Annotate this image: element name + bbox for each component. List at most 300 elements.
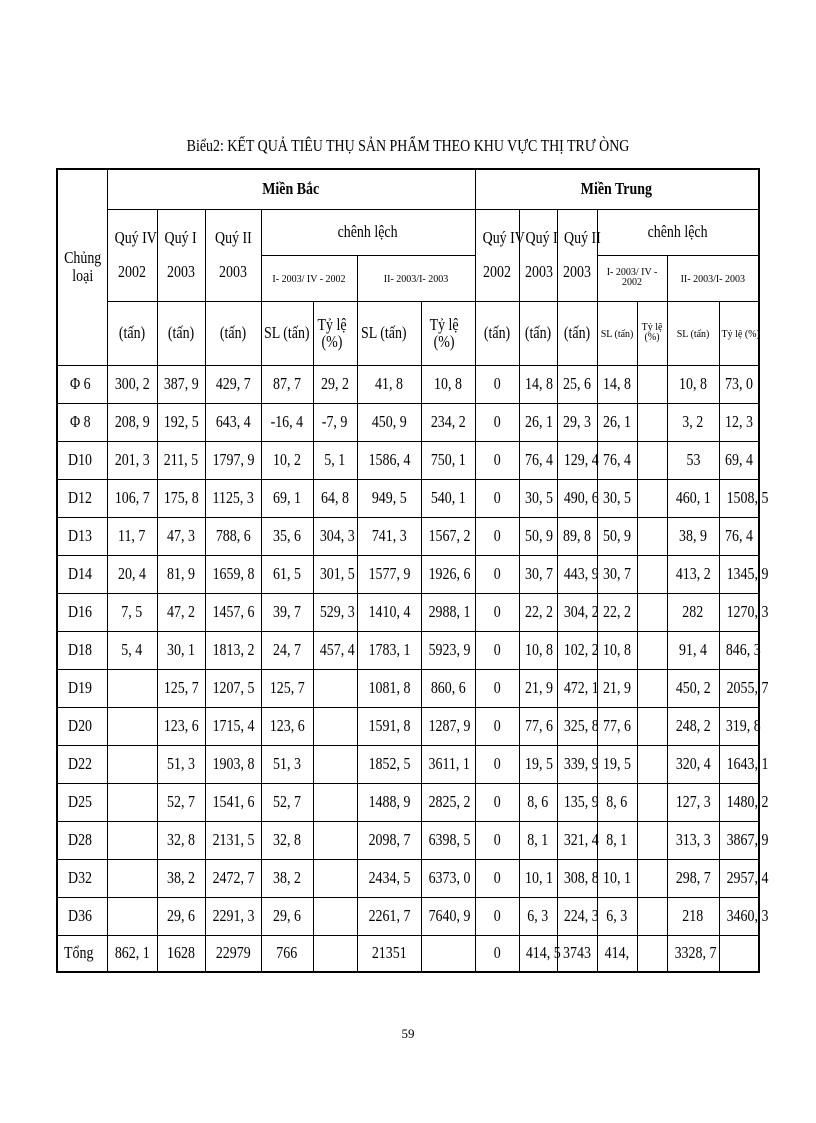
cell-value: 8, 1 <box>606 830 628 849</box>
north-q2-2003-cell <box>205 707 261 745</box>
central-diff2-rate-cell <box>719 479 768 517</box>
central-diff1-sl-cell <box>597 859 637 897</box>
central-q1-2003-cell <box>519 593 557 631</box>
cell-value: 21, 9 <box>603 678 631 697</box>
north-q4-2002-cell <box>107 707 157 745</box>
central-q2-2003-cell <box>557 555 597 593</box>
central-q1-2003-cell <box>519 441 557 479</box>
cell-value: 10, 1 <box>603 868 631 887</box>
north-diff1-rate-cell <box>313 403 357 441</box>
cell-value: 1797, 9 <box>212 450 254 469</box>
central-diff1-sl-cell <box>597 479 637 517</box>
sl-header: SL (tấn) <box>667 301 719 365</box>
cell-value: 1586, 4 <box>368 450 410 469</box>
central-q1-2003-cell <box>519 745 557 783</box>
central-diff2-sl-cell <box>667 517 719 555</box>
north-q2-2003-cell <box>205 897 261 935</box>
north-diff1-rate-cell <box>313 707 357 745</box>
north-diff1-rate-cell <box>313 441 357 479</box>
central-q4-2002-cell <box>475 479 519 517</box>
north-diff1-sl-cell <box>261 669 313 707</box>
north-q1-2003-cell <box>157 555 205 593</box>
north-diff2-sl-cell <box>357 403 421 441</box>
cell-value: 76, 4 <box>724 526 753 545</box>
central-diff1-sl-cell <box>597 707 637 745</box>
cell-value: 1567, 2 <box>428 526 470 545</box>
central-diff1-rate-cell <box>637 859 667 897</box>
central-q1-2003-cell <box>519 859 557 897</box>
table-row <box>57 441 759 479</box>
cell-value: 1577, 9 <box>368 564 410 583</box>
sl-header: SL (tấn) <box>357 301 421 365</box>
north-diff1-sl-cell <box>261 935 313 972</box>
central-diff1-sl-cell <box>597 365 637 403</box>
central-q1-2003-cell <box>519 669 557 707</box>
central-q2-2003-cell <box>557 707 597 745</box>
cell-value: 61, 5 <box>273 564 301 583</box>
cell-value: 1715, 4 <box>212 716 254 735</box>
north-diff2-rate-cell <box>421 441 475 479</box>
unit-header: (tấn) <box>205 301 261 365</box>
central-diff1-sl-cell <box>597 517 637 555</box>
cell-value: 2261, 7 <box>368 906 410 925</box>
row-label-cell <box>57 707 107 745</box>
north-q1-2003-cell <box>157 707 205 745</box>
central-q1-2003-cell <box>519 517 557 555</box>
cell-value: 30, 7 <box>524 564 553 583</box>
cell-value: 102, 2 <box>563 640 599 659</box>
cell-value: 29, 6 <box>273 906 301 925</box>
cell-value: 211, 5 <box>163 450 199 469</box>
cell-value: 3460, 3 <box>726 906 768 925</box>
cell-value: 135, 9 <box>563 792 599 811</box>
cell-value: -16, 4 <box>270 412 304 431</box>
central-diff1-rate-cell <box>637 745 667 783</box>
cell-value: 26, 1 <box>524 412 553 431</box>
cell-value: 77, 6 <box>524 716 553 735</box>
north-q1-2003-cell <box>157 479 205 517</box>
north-q2-2003-cell <box>205 403 261 441</box>
cell-value: 282 <box>682 602 704 621</box>
central-diff2-rate-cell <box>719 745 768 783</box>
central-diff2-sl-cell <box>667 403 719 441</box>
cell-value: 429, 7 <box>215 374 251 393</box>
cell-value: 51, 3 <box>167 754 195 773</box>
cell-value: 22, 2 <box>603 602 631 621</box>
central-diff2-rate-cell <box>719 707 759 745</box>
cell-value: 457, 4 <box>319 640 355 659</box>
cell-value: 860, 6 <box>430 678 466 697</box>
cell-value: 47, 2 <box>167 602 195 621</box>
central-q4-2002-cell <box>475 745 519 783</box>
cell-value: 0 <box>493 412 501 431</box>
cell-value: 47, 3 <box>167 526 195 545</box>
cell-value: 201, 3 <box>114 450 150 469</box>
central-diff2-rate-cell <box>719 593 768 631</box>
cell-value: 0 <box>493 792 501 811</box>
row-label: D16 <box>67 602 92 621</box>
central-q2-2003-cell <box>557 783 597 821</box>
central-diff2-sl-cell <box>667 707 719 745</box>
cell-value: 10, 8 <box>434 374 462 393</box>
table-row <box>57 897 759 935</box>
cell-value: 30, 1 <box>167 640 195 659</box>
north-diff1-sl-cell <box>261 555 313 593</box>
north-q1-2003-cell <box>157 745 205 783</box>
row-label: D10 <box>67 450 92 469</box>
central-diff1-sl-cell <box>597 745 637 783</box>
central-diff1-sl-cell <box>597 555 637 593</box>
central-diff1-rate-cell <box>637 517 667 555</box>
north-q1-2003-cell <box>157 859 205 897</box>
cell-value: 125, 7 <box>269 678 305 697</box>
row-label: Tổng <box>64 943 94 963</box>
north-q1-2003-cell <box>157 441 205 479</box>
cell-value: 29, 2 <box>321 374 349 393</box>
north-diff2-rate-cell <box>421 897 475 935</box>
north-diff2-sl-cell <box>357 707 421 745</box>
cell-value: 8, 6 <box>606 792 628 811</box>
cell-value: 5923, 9 <box>428 640 470 659</box>
cell-value: 450, 2 <box>675 678 711 697</box>
north-diff2-rate-cell <box>421 403 475 441</box>
cell-value: -7, 9 <box>322 412 348 431</box>
cell-value: 414, <box>604 943 630 963</box>
row-label-cell <box>57 593 107 631</box>
central-q1-2003-cell <box>519 403 557 441</box>
north-diff1-rate-cell <box>313 555 357 593</box>
north-q1-2003-cell <box>157 593 205 631</box>
rate-header: Tỷ lệ (%) <box>637 301 667 365</box>
cell-value: 127, 3 <box>675 792 711 811</box>
cell-value: 443, 9 <box>563 564 599 583</box>
north-diff1-rate-cell <box>313 365 357 403</box>
cell-value: 224, 3 <box>563 906 599 925</box>
cell-value: 20, 4 <box>118 564 146 583</box>
table-row <box>57 403 759 441</box>
north-diff1-sl-cell <box>261 745 313 783</box>
cell-value: 6398, 5 <box>428 830 470 849</box>
north-q4-2002-cell <box>107 555 157 593</box>
north-diff2-sl-cell <box>357 745 421 783</box>
north-diff1-rate-cell <box>313 897 357 935</box>
central-diff2-sl-cell <box>667 935 719 972</box>
north-diff2-sl-cell <box>357 859 421 897</box>
row-label-cell <box>57 479 107 517</box>
cell-value: 7, 5 <box>121 602 143 621</box>
central-diff2-rate-cell <box>719 821 768 859</box>
cell-value: 29, 3 <box>563 412 591 431</box>
cell-value: 0 <box>493 830 501 849</box>
north-q4-2002-cell <box>107 365 157 403</box>
central-q4-2002-cell <box>475 859 519 897</box>
rate-header: Tỷ lệ (%) <box>719 301 759 365</box>
north-diff2-rate-cell <box>421 555 475 593</box>
central-diff1-rate-cell <box>637 631 667 669</box>
sl-header: SL (tấn) <box>597 301 637 365</box>
north-q2-2003-cell <box>205 859 261 897</box>
central-diff1-sl-cell <box>597 897 637 935</box>
central-diff1-rate-cell <box>637 935 667 972</box>
cell-value: 1488, 9 <box>368 792 410 811</box>
north-q1-2003-cell <box>157 403 205 441</box>
central-quarter-iv-header: Quý IV 2002 <box>475 209 519 301</box>
cell-value: 87, 7 <box>273 374 301 393</box>
cell-value: 77, 6 <box>603 716 631 735</box>
cell-value: 1270, 3 <box>726 602 768 621</box>
central-q2-2003-cell <box>557 745 597 783</box>
unit-header: (tấn) <box>557 301 597 365</box>
north-diff2-sl-cell <box>357 517 421 555</box>
north-q1-2003-cell <box>157 365 205 403</box>
row-label-cell <box>57 403 107 441</box>
cell-value: 2472, 7 <box>212 868 254 887</box>
north-q2-2003-cell <box>205 935 261 972</box>
north-q4-2002-cell <box>107 745 157 783</box>
cell-value: 1926, 6 <box>428 564 470 583</box>
central-diff2-rate-cell <box>719 365 759 403</box>
north-q2-2003-cell <box>205 783 261 821</box>
central-diff1-sl-cell <box>597 669 637 707</box>
unit-header: (tấn) <box>475 301 519 365</box>
north-diff1-sl-cell <box>261 593 313 631</box>
cell-value: 50, 9 <box>524 526 553 545</box>
north-diff2-rate-cell <box>421 631 475 669</box>
row-label-cell <box>57 859 107 897</box>
north-q4-2002-cell <box>107 897 157 935</box>
central-diff2-sl-cell <box>667 745 719 783</box>
central-diff1-sl-cell <box>597 935 637 972</box>
cell-value: 3, 2 <box>682 412 704 431</box>
central-diff2-rate-cell <box>719 403 759 441</box>
central-diff2-sl-cell <box>667 821 719 859</box>
cell-value: 52, 7 <box>167 792 195 811</box>
cell-value: 321, 4 <box>563 830 599 849</box>
cell-value: 0 <box>493 488 501 507</box>
table-row <box>57 783 759 821</box>
table-body <box>57 365 768 972</box>
rate-header: Tỷ lệ (%) <box>313 301 357 365</box>
north-q4-2002-cell <box>107 593 157 631</box>
row-label-cell <box>57 631 107 669</box>
north-diff1-rate-cell <box>313 631 357 669</box>
cell-value: 14, 8 <box>603 374 631 393</box>
central-q2-2003-cell <box>557 859 597 897</box>
cell-value: 21, 9 <box>524 678 553 697</box>
north-diff2-rate-cell <box>421 783 475 821</box>
row-label-cell <box>57 783 107 821</box>
cell-value: 529, 3 <box>319 602 355 621</box>
cell-value: 846, 3 <box>725 640 761 659</box>
cell-value: 1628 <box>167 943 195 963</box>
cell-value: 38, 2 <box>273 868 301 887</box>
north-diff2-rate-cell <box>421 859 475 897</box>
row-label: D13 <box>67 526 92 545</box>
unit-header: (tấn) <box>519 301 557 365</box>
cell-value: 52, 7 <box>273 792 301 811</box>
north-diff2-rate-cell <box>421 669 475 707</box>
cell-value: 2131, 5 <box>212 830 254 849</box>
cell-value: 414, 5 <box>525 943 561 963</box>
table-row <box>57 365 759 403</box>
north-q2-2003-cell <box>205 745 261 783</box>
cell-value: 12, 3 <box>724 412 753 431</box>
cell-value: 0 <box>493 602 501 621</box>
cell-value: 0 <box>493 906 501 925</box>
row-label-cell <box>57 365 107 403</box>
north-diff2-rate-cell <box>421 707 475 745</box>
central-diff2-sl-cell <box>667 593 719 631</box>
cell-value: 0 <box>493 868 501 887</box>
central-diff2-rate-cell <box>719 783 768 821</box>
central-diff2-rate-cell <box>719 669 768 707</box>
unit-header: (tấn) <box>157 301 205 365</box>
north-q1-2003-cell <box>157 669 205 707</box>
central-diff1-rate-cell <box>637 897 667 935</box>
central-diff1-rate-cell <box>637 403 667 441</box>
cell-value: 39, 7 <box>273 602 301 621</box>
central-quarter-i-header: Quý I 2003 <box>519 209 557 301</box>
north-diff1-rate-cell <box>313 783 357 821</box>
cell-value: 22979 <box>215 943 251 963</box>
cell-value: 1508, 5 <box>726 488 768 507</box>
cell-value: 208, 9 <box>114 412 150 431</box>
cell-value: 50, 9 <box>603 526 631 545</box>
central-difference-header: chênh lệch <box>597 209 759 255</box>
cell-value: 2957, 4 <box>726 868 768 887</box>
cell-value: 218 <box>682 906 704 925</box>
central-diff1-rate-cell <box>637 669 667 707</box>
central-diff2-rate-cell <box>719 897 768 935</box>
cell-value: 1480, 2 <box>726 792 768 811</box>
cell-value: 0 <box>493 678 501 697</box>
north-diff1-rate-cell <box>313 745 357 783</box>
cell-value: 2291, 3 <box>212 906 254 925</box>
row-label: D22 <box>67 754 92 773</box>
table-row <box>57 859 759 897</box>
sales-by-region-table <box>56 168 768 973</box>
central-diff2-rate-cell <box>719 441 759 479</box>
table-row <box>57 479 759 517</box>
cell-value: 24, 7 <box>273 640 301 659</box>
central-diff2-rate-cell <box>719 859 768 897</box>
north-quarter-iv-header: Quý IV 2002 <box>107 209 157 301</box>
cell-value: 298, 7 <box>675 868 711 887</box>
row-label: D18 <box>67 640 92 659</box>
central-diff1-sl-cell <box>597 403 637 441</box>
central-q4-2002-cell <box>475 707 519 745</box>
row-label-cell <box>57 441 107 479</box>
cell-value: 1783, 1 <box>368 640 410 659</box>
north-q2-2003-cell <box>205 593 261 631</box>
cell-value: 125, 7 <box>163 678 199 697</box>
rate-header: Tỷ lệ (%) <box>421 301 475 365</box>
table-row <box>57 707 759 745</box>
cell-value: 10, 1 <box>524 868 553 887</box>
north-diff2-sl-cell <box>357 897 421 935</box>
cell-value: 387, 9 <box>163 374 199 393</box>
north-diff2-rate-cell <box>421 821 475 859</box>
central-diff1-header: I- 2003/ IV - 2002 <box>597 255 667 301</box>
north-diff1-rate-cell <box>313 669 357 707</box>
table-row <box>57 935 759 972</box>
central-q4-2002-cell <box>475 593 519 631</box>
central-diff1-rate-cell <box>637 441 667 479</box>
header-row-quarters <box>57 209 759 255</box>
table-row <box>57 517 759 555</box>
north-diff1-header: I- 2003/ IV - 2002 <box>261 255 357 301</box>
central-q1-2003-cell <box>519 821 557 859</box>
row-label: D12 <box>67 488 92 507</box>
cell-value: 0 <box>493 564 501 583</box>
north-diff1-rate-cell <box>313 821 357 859</box>
central-q1-2003-cell <box>519 897 557 935</box>
cell-value: 741, 3 <box>371 526 407 545</box>
north-diff1-sl-cell <box>261 479 313 517</box>
row-label: D20 <box>67 716 92 735</box>
central-q4-2002-cell <box>475 897 519 935</box>
central-diff2-sl-cell <box>667 897 719 935</box>
north-diff1-sl-cell <box>261 821 313 859</box>
central-diff1-sl-cell <box>597 821 637 859</box>
cell-value: 413, 2 <box>675 564 711 583</box>
central-q2-2003-cell <box>557 403 597 441</box>
cell-value: 1903, 8 <box>212 754 254 773</box>
region-central-header: Miền Trung <box>475 169 759 209</box>
north-diff1-rate-cell <box>313 593 357 631</box>
central-q4-2002-cell <box>475 441 519 479</box>
north-diff1-sl-cell <box>261 897 313 935</box>
row-label: D36 <box>67 906 92 925</box>
central-q1-2003-cell <box>519 707 557 745</box>
cell-value: 3867, 9 <box>726 830 768 849</box>
central-q4-2002-cell <box>475 669 519 707</box>
row-label: D25 <box>67 792 92 811</box>
row-label-cell <box>57 935 107 972</box>
cell-value: 21351 <box>371 943 407 963</box>
table-row <box>57 555 759 593</box>
north-diff2-header: II- 2003/I- 2003 <box>357 255 475 301</box>
central-diff1-rate-cell <box>637 593 667 631</box>
central-q4-2002-cell <box>475 517 519 555</box>
cell-value: 1541, 6 <box>212 792 254 811</box>
central-q2-2003-cell <box>557 669 597 707</box>
cell-value: 1457, 6 <box>212 602 254 621</box>
table-row <box>57 593 759 631</box>
cell-value: 30, 7 <box>603 564 631 583</box>
central-diff2-sl-cell <box>667 859 719 897</box>
north-q4-2002-cell <box>107 669 157 707</box>
north-q4-2002-cell <box>107 783 157 821</box>
north-diff1-sl-cell <box>261 517 313 555</box>
cell-value: 53 <box>686 450 701 469</box>
central-quarter-ii-header: Quý II 2003 <box>557 209 597 301</box>
north-q4-2002-cell <box>107 859 157 897</box>
cell-value: 38, 9 <box>679 526 707 545</box>
north-diff1-sl-cell <box>261 403 313 441</box>
central-q2-2003-cell <box>557 479 597 517</box>
cell-value: 51, 3 <box>273 754 301 773</box>
north-q1-2003-cell <box>157 935 205 972</box>
cell-value: 1813, 2 <box>212 640 254 659</box>
central-diff1-sl-cell <box>597 631 637 669</box>
cell-value: 301, 5 <box>319 564 355 583</box>
cell-value: 11, 7 <box>118 526 146 545</box>
cell-value: 123, 6 <box>163 716 199 735</box>
cell-value: 91, 4 <box>679 640 707 659</box>
cell-value: 10, 8 <box>524 640 553 659</box>
cell-value: 10, 2 <box>273 450 301 469</box>
